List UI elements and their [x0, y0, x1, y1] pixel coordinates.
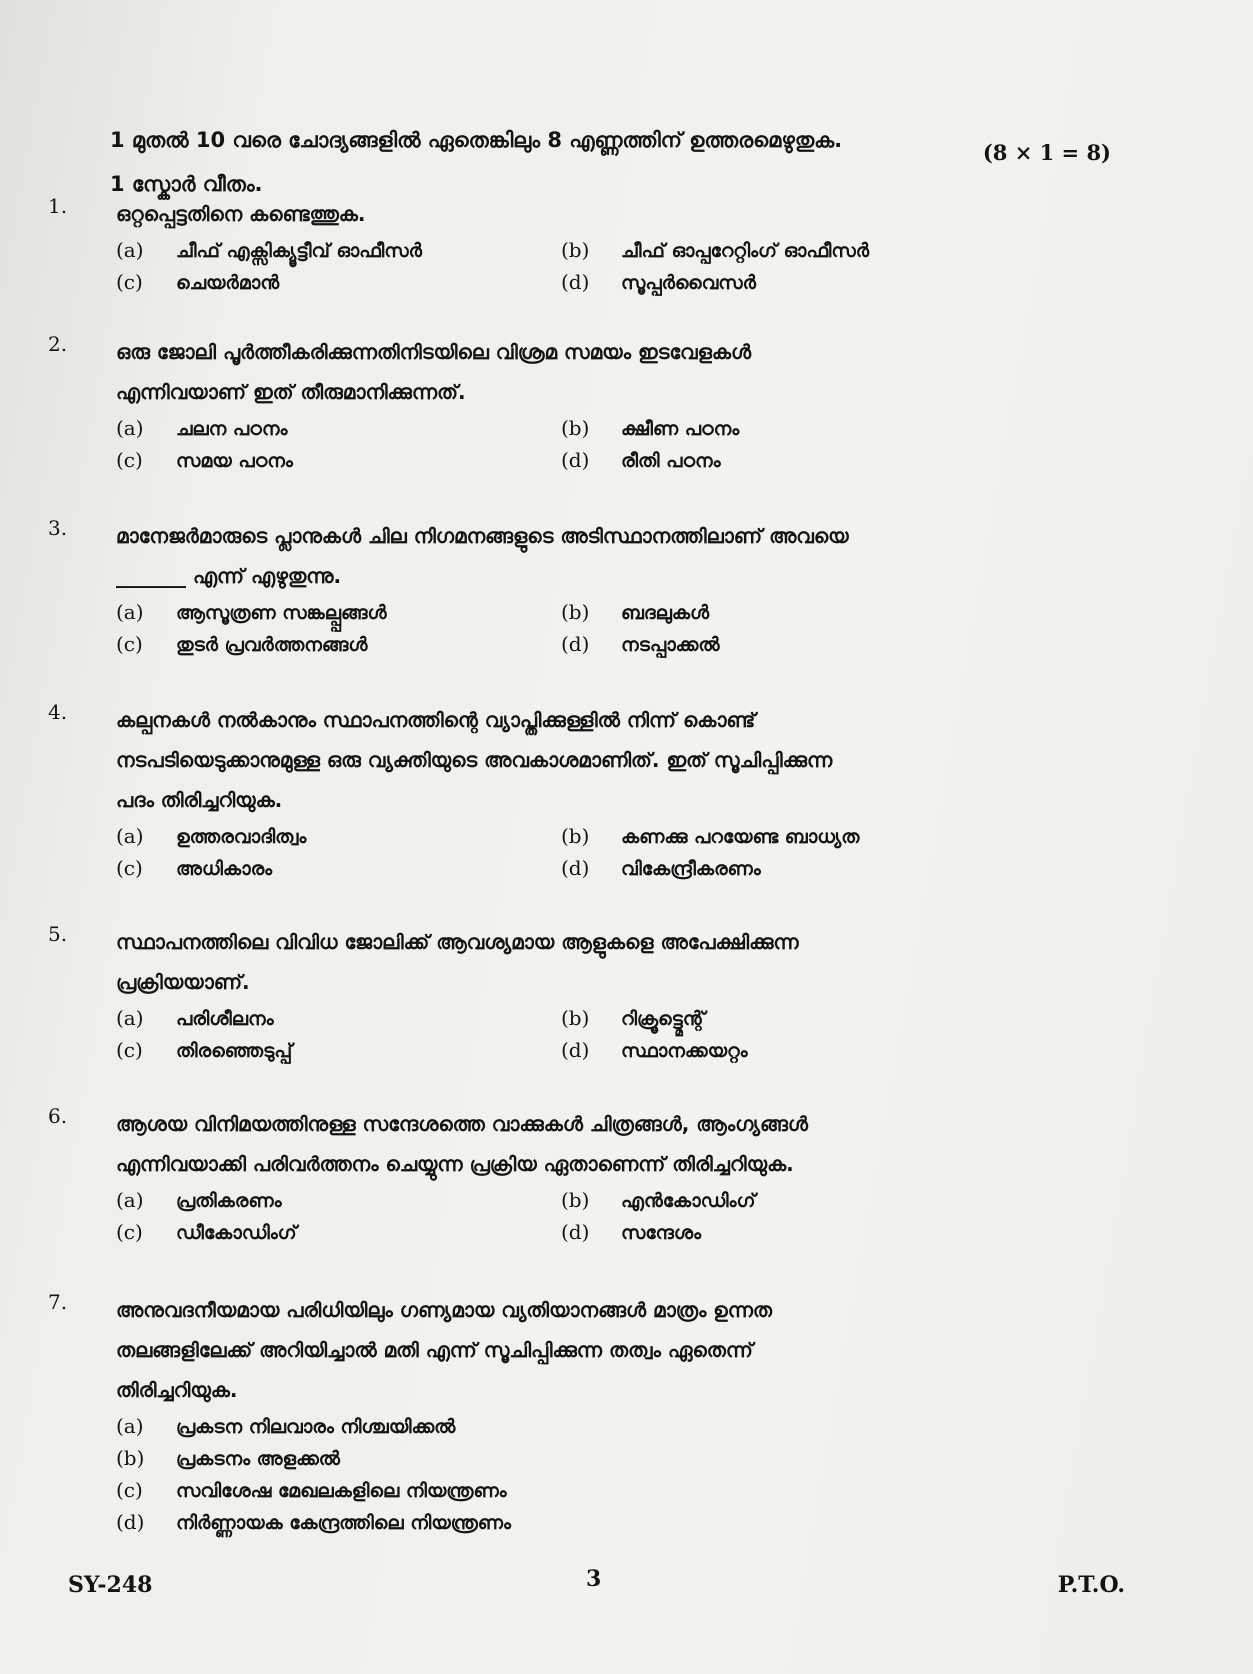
- question-text: [116, 922, 1058, 1002]
- option-text: സവിശേഷ മേഖലകളിലെ നിയന്ത്രണം: [176, 1480, 507, 1502]
- question-text: [116, 1290, 1058, 1410]
- options: [116, 824, 1058, 880]
- options: [116, 600, 1058, 656]
- option-text: പ്രതികരണം: [176, 1190, 282, 1212]
- option-label: (b): [561, 824, 590, 848]
- option-label: (d): [561, 632, 590, 656]
- option-text: എൻകോഡിംഗ്: [621, 1190, 756, 1212]
- option-label: (d): [116, 1510, 145, 1534]
- option-label: (a): [116, 600, 144, 624]
- pto-label: P.T.O.: [1057, 1572, 1125, 1598]
- question-text-line: ഒറ്റപ്പെട്ടതിനെ കണ്ടെത്തുക.: [116, 202, 366, 226]
- option-b: [561, 600, 1021, 624]
- options: [116, 1414, 1058, 1534]
- question-5: [48, 922, 1058, 1062]
- option-d: [561, 448, 1021, 472]
- option-label: (d): [561, 856, 590, 880]
- options: [116, 238, 1058, 294]
- options: [116, 1006, 1058, 1062]
- option-text: നിർണ്ണായക കേന്ദ്രത്തിലെ നിയന്ത്രണം: [176, 1512, 511, 1534]
- question-text-line: പദം തിരിച്ചറിയുക.: [116, 788, 283, 812]
- question-number: 6.: [48, 1104, 68, 1128]
- option-label: (d): [561, 1038, 590, 1062]
- option-label: (d): [561, 448, 590, 472]
- option-text: ക്ഷീണ പഠനം: [621, 418, 740, 440]
- option-label: (a): [116, 1188, 144, 1212]
- question-text: [116, 194, 1058, 234]
- option-label: (a): [116, 1006, 144, 1030]
- marks-allocation: (8 × 1 = 8): [982, 140, 1111, 165]
- option-c: [116, 1220, 561, 1244]
- option-b: [116, 1446, 1021, 1470]
- option-label: (b): [561, 600, 590, 624]
- option-text: ആസൂത്രണ സങ്കല്പ്പങ്ങൾ: [176, 602, 387, 624]
- question-text-line: അനുവദനീയമായ പരിധിയിലും ഗണ്യമായ വ്യതിയാനങ്ങൾ മാത്രം ഉന്നത: [116, 1298, 772, 1322]
- question-number: 5.: [48, 922, 68, 946]
- option-text: ഉത്തരവാദിത്വം: [176, 826, 307, 848]
- question-2: [48, 332, 1058, 472]
- question-text-line: തിരിച്ചറിയുക.: [116, 1378, 238, 1402]
- option-d: [116, 1510, 1021, 1534]
- option-text: സ്ഥാനക്കയറ്റം: [621, 1040, 748, 1062]
- option-text: പ്രകടനം അളക്കൽ: [176, 1448, 340, 1470]
- option-label: (a): [116, 824, 144, 848]
- option-text: പരിശീലനം: [176, 1008, 274, 1030]
- option-text: സന്ദേശം: [621, 1222, 702, 1244]
- option-text: പ്രകടന നിലവാരം നിശ്ചയിക്കൽ: [176, 1416, 456, 1438]
- option-text: സമയ പഠനം: [176, 450, 293, 472]
- question-6: [48, 1104, 1058, 1244]
- instructions: [110, 118, 1110, 206]
- option-b: [561, 416, 1021, 440]
- option-text: അധികാരം: [176, 858, 273, 880]
- option-c: [116, 1478, 1021, 1502]
- option-text: തുടർ പ്രവർത്തനങ്ങൾ: [176, 634, 368, 656]
- question-number: 3.: [48, 516, 68, 540]
- option-a: [116, 1414, 1021, 1438]
- option-c: [116, 270, 561, 294]
- option-label: (c): [116, 448, 143, 472]
- option-b: [561, 824, 1021, 848]
- option-label: (b): [561, 1006, 590, 1030]
- option-text: കണക്കു പറയേണ്ട ബാധ്യത: [621, 826, 860, 848]
- question-1: [48, 194, 1058, 294]
- option-label: (b): [561, 1188, 590, 1212]
- option-a: [116, 824, 561, 848]
- option-text: വികേന്ദ്രീകരണം: [621, 858, 761, 880]
- question-text-line: പ്രക്രിയയാണ്.: [116, 970, 250, 994]
- option-text: ചീഫ് ഓപ്പറേറ്റിംഗ് ഓഫീസർ: [621, 240, 870, 262]
- option-text: നടപ്പാക്കൽ: [621, 634, 720, 656]
- option-c: [116, 632, 561, 656]
- option-text: റിക്രൂട്ട്മെന്റ്: [621, 1008, 706, 1030]
- option-label: (c): [116, 1220, 143, 1244]
- option-a: [116, 238, 561, 262]
- question-text: [116, 332, 1058, 412]
- option-label: (d): [561, 270, 590, 294]
- option-d: [561, 632, 1021, 656]
- option-b: [561, 1188, 1021, 1212]
- option-b: [561, 1006, 1021, 1030]
- option-text: രീതി പഠനം: [621, 450, 721, 472]
- options: [116, 1188, 1058, 1244]
- option-text: ഡീകോഡിംഗ്: [176, 1222, 297, 1244]
- option-text: ബദലുകൾ: [621, 602, 710, 624]
- instruction-score-line: 1 സ്കോർ വീതം.: [110, 172, 263, 196]
- option-text: ചീഫ് എക്സിക്യൂട്ടീവ് ഓഫീസർ: [176, 240, 422, 262]
- option-d: [561, 1220, 1021, 1244]
- question-3: [48, 516, 1058, 656]
- option-a: [116, 1006, 561, 1030]
- option-label: (b): [561, 238, 590, 262]
- question-7: [48, 1290, 1058, 1534]
- question-text-line: ഒരു ജോലി പൂർത്തീകരിക്കുന്നതിനിടയിലെ വിശ്രമ സമയം ഇടവേളകൾ: [116, 340, 752, 364]
- option-label: (c): [116, 856, 143, 880]
- option-label: (d): [561, 1220, 590, 1244]
- option-label: (c): [116, 270, 143, 294]
- question-text-line: ആശയ വിനിമയത്തിനുള്ള സന്ദേശത്തെ വാക്കുകൾ ചിത്രങ്ങൾ, ആംഗ്യങ്ങൾ: [116, 1112, 809, 1136]
- question-number: 1.: [48, 194, 68, 218]
- option-label: (c): [116, 1478, 143, 1502]
- question-text-line: എന്നിവയാണ് ഇത് തീരുമാനിക്കുന്നത്.: [116, 380, 466, 404]
- option-a: [116, 600, 561, 624]
- question-number: 7.: [48, 1290, 68, 1314]
- option-label: (c): [116, 1038, 143, 1062]
- option-label: (b): [561, 416, 590, 440]
- option-b: [561, 238, 1021, 262]
- question-text-line: സ്ഥാപനത്തിലെ വിവിധ ജോലിക്ക് ആവശ്യമായ ആളുകളെ അപേക്ഷിക്കുന്ന: [116, 930, 799, 954]
- option-label: (a): [116, 416, 144, 440]
- options: [116, 416, 1058, 472]
- option-label: (a): [116, 1414, 144, 1438]
- question-4: [48, 700, 1058, 880]
- instruction-line: 1 മുതൽ 10 വരെ ചോദ്യങ്ങളിൽ ഏതെങ്കിലും 8 എണ്ണത്തിന് ഉത്തരമെഴുതുക.: [110, 128, 843, 152]
- option-c: [116, 856, 561, 880]
- option-d: [561, 1038, 1021, 1062]
- option-d: [561, 270, 1021, 294]
- option-text: ചലന പഠനം: [176, 418, 288, 440]
- option-text: ചെയർമാൻ: [176, 272, 280, 294]
- option-label: (c): [116, 632, 143, 656]
- question-text: [116, 1104, 1058, 1184]
- option-c: [116, 448, 561, 472]
- question-number: 4.: [48, 700, 68, 724]
- question-number: 2.: [48, 332, 68, 356]
- option-text: സൂപ്പർവൈസർ: [621, 272, 756, 294]
- question-text-line: നടപടിയെടുക്കാനുമുള്ള ഒരു വ്യക്തിയുടെ അവകാശമാണിത്. ഇത് സൂചിപ്പിക്കുന്ന: [116, 748, 833, 772]
- question-text-line: _______ എന്ന് എഴുതുന്നു.: [116, 564, 342, 588]
- option-d: [561, 856, 1021, 880]
- option-label: (a): [116, 238, 144, 262]
- question-text-line: മാനേജർമാരുടെ പ്ലാനുകൾ ചില നിഗമനങ്ങളുടെ അടിസ്ഥാനത്തിലാണ് അവയെ: [116, 524, 849, 548]
- option-a: [116, 416, 561, 440]
- question-text-line: കല്പനകൾ നൽകാനും സ്ഥാപനത്തിന്റെ വ്യാപ്തിക്കുള്ളിൽ നിന്ന് കൊണ്ട്: [116, 708, 756, 732]
- option-text: തിരഞ്ഞെടുപ്പ്: [176, 1040, 293, 1062]
- question-text: [116, 700, 1058, 820]
- option-a: [116, 1188, 561, 1212]
- paper-code: SY-248: [68, 1572, 153, 1598]
- question-text-line: തലങ്ങളിലേക്ക് അറിയിച്ചാൽ മതി എന്ന് സൂചിപ്പിക്കുന്ന തത്വം ഏതെന്ന്: [116, 1338, 753, 1362]
- question-text-line: എന്നിവയാക്കി പരിവർത്തനം ചെയ്യുന്ന പ്രക്രിയ ഏതാണെന്ന് തിരിച്ചറിയുക.: [116, 1152, 794, 1176]
- option-c: [116, 1038, 561, 1062]
- page-number: 3: [586, 1566, 602, 1592]
- question-text: [116, 516, 1058, 596]
- option-label: (b): [116, 1446, 145, 1470]
